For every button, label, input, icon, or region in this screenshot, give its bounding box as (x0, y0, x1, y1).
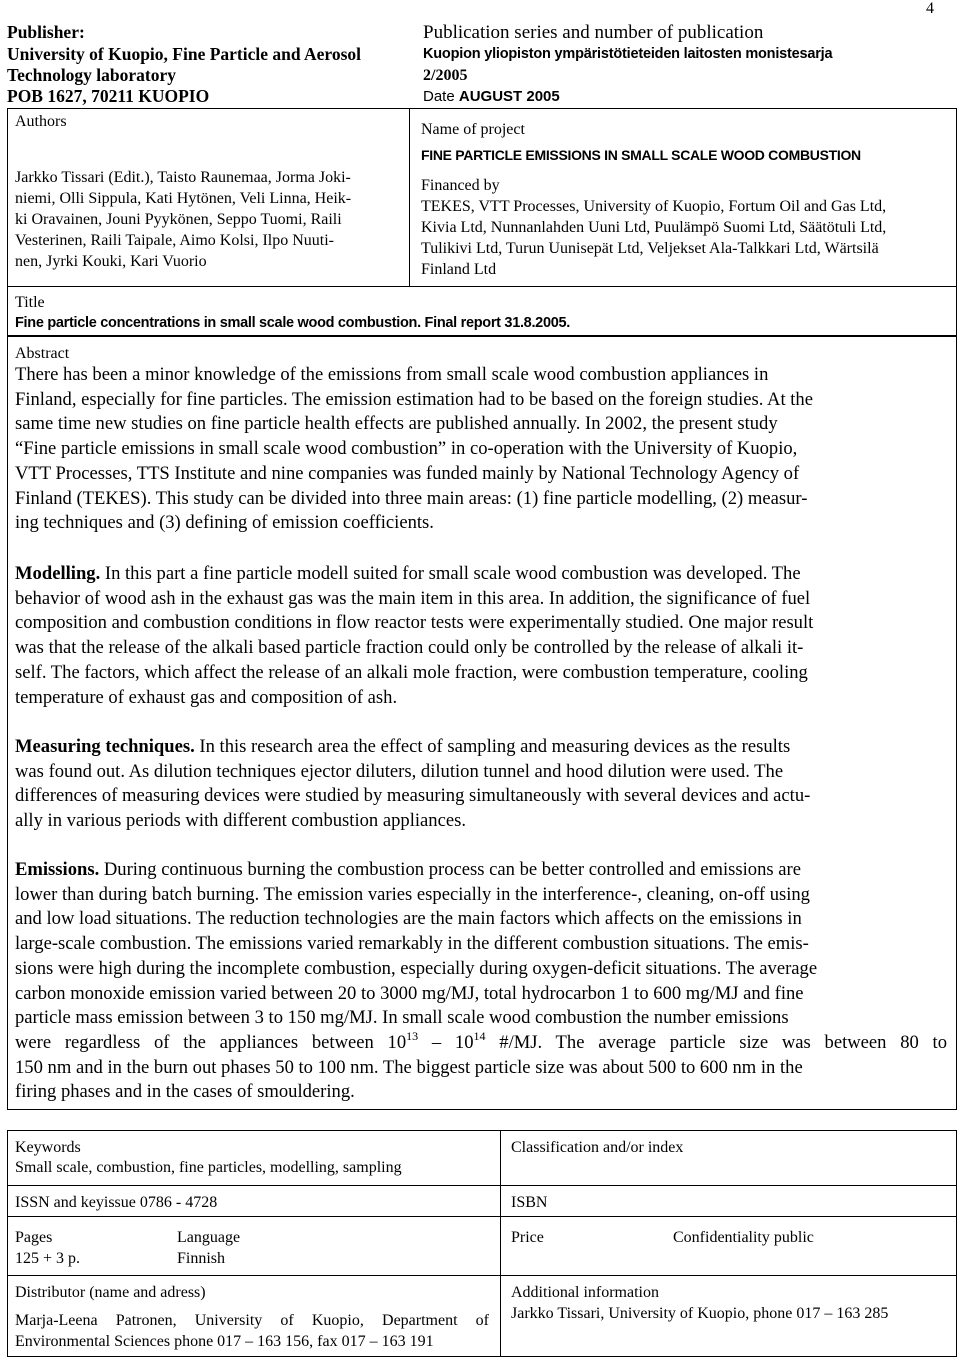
emissions-section (15, 858, 947, 1105)
series-number: 2/2005 (423, 67, 468, 84)
abstract-line: were regardless of the appliances between $10^{13} - 10^{14}$ #/MJ. The average particle size was between 80 to (15, 1028, 948, 1053)
abstract-line: Modelling. In this part a fine particle modell suited for small scale wood combustion was developed. The (15, 563, 801, 584)
abstract-line: Emissions. During continuous burning the combustion process can be better controlled and emissions are (15, 859, 801, 880)
abstract-line: Finland (TEKES). This study can be divided into three main areas: (1) fine particle modelling, (2) measur- (15, 487, 808, 509)
abstract-line: was that the release of the alkali based particle fraction could only be controlled by the release of alkali it- (15, 637, 804, 659)
issn-label: ISSN and keyissue 0786 - 4728 (15, 1194, 218, 1211)
publisher-line2: Technology laboratory (7, 65, 177, 85)
authors-line: Vesterinen, Raili Taipale, Aimo Kolsi, Ilpo Nuuti- (15, 232, 334, 249)
title-label: Title (15, 294, 45, 311)
info-column-divider (409, 108, 410, 286)
abstract-line: carbon monoxide emission varied between 20 to 3000 mg/MJ, total hydrocarbon 1 to 600 mg/MJ and fine (15, 982, 804, 1004)
series-name: Kuopion yliopiston ympäristötieteiden laitosten monistesarja (423, 46, 833, 62)
abstract-label: Abstract (15, 345, 70, 362)
distributor-label: Distributor (name and adress) (15, 1284, 206, 1301)
project-name: FINE PARTICLE EMISSIONS IN SMALL SCALE WOOD COMBUSTION (421, 147, 861, 163)
measuring-section (15, 735, 947, 834)
abstract-line: sions were high during the incomplete combustion, especially during oxygen-deficit situations. The average (15, 957, 818, 979)
abstract-line: temperature of exhaust gas and composition of ash. (15, 686, 398, 708)
financed-list (421, 196, 951, 280)
abstract-line: “Fine particle emissions in small scale wood combustion” in co-operation with the University of Kuopio, (15, 438, 798, 460)
publisher-label: Publisher: (7, 22, 85, 42)
financed-line: Tulikivi Ltd, Turun Uunisepät Ltd, Veljekset Ala-Talkkari Ltd, Wärtsilä (421, 240, 879, 257)
language-value: Finnish (177, 1250, 226, 1267)
date-value: AUGUST 2005 (458, 88, 560, 105)
modelling-section (15, 562, 947, 710)
superscript: 13 (406, 1028, 419, 1043)
abstract-line: ally in various periods with different combustion appliances. (15, 810, 466, 832)
distributor-line: Environmental Sciences phone 017 – 163 156, fax 017 – 163 191 (15, 1332, 434, 1350)
abstract-line: self. The factors, which affect the release of an alkali mole fraction, were combustion temperature, cooling (15, 661, 808, 683)
financed-line: TEKES, VTT Processes, University of Kuopio, Fortum Oil and Gas Ltd, (421, 198, 887, 215)
keywords-value: Small scale, combustion, fine particles, modelling, sampling (15, 1159, 402, 1176)
authors-line: Jarkko Tissari (Edit.), Taisto Raunemaa, Jorma Joki- (15, 169, 351, 186)
measuring-heading: Measuring techniques. (15, 736, 195, 757)
abstract-line: composition and combustion conditions in flow reactor tests were experimentally studied. One major result (15, 612, 814, 634)
abstract-line: and low load situations. The reduction technologies are the main factors which affects on the emissions in (15, 908, 802, 930)
footer-row-divider (7, 1185, 957, 1186)
confidentiality: Confidentiality public (673, 1229, 814, 1246)
authors-label: Authors (15, 113, 67, 130)
abstract-line: Measuring techniques. In this research area the effect of sampling and measuring devices as the results (15, 736, 791, 757)
abstract-line: VTT Processes, TTS Institute and nine companies was funded mainly by National Technology Agency of (15, 462, 800, 484)
authors-line: nen, Jyrki Kouki, Kari Vuorio (15, 253, 207, 270)
series-label: Publication series and number of publication (423, 22, 764, 43)
abstract-line: lower than during batch burning. The emission varies especially in the interference-, cleaning, on-off using (15, 883, 810, 905)
page-number: 4 (926, 0, 934, 17)
financed-line: Kivia Ltd, Nunnanlahden Uuni Ltd, Puulämpö Suomi Ltd, Säätötuli Ltd, (421, 219, 887, 236)
abstract-line: There has been a minor knowledge of the emissions from small scale wood combustion appliances in (15, 364, 769, 385)
superscript: 14 (473, 1028, 486, 1043)
distributor-value (15, 1311, 489, 1352)
info-row-divider (7, 286, 957, 287)
modelling-heading: Modelling. (15, 563, 101, 584)
authors-list (15, 167, 405, 272)
financed-label: Financed by (421, 177, 500, 194)
abstract-line: particle mass emission between 3 to 150 mg/MJ. In small scale wood combustion the number emissions (15, 1007, 789, 1029)
keywords-label: Keywords (15, 1139, 81, 1156)
emissions-heading: Emissions. (15, 859, 100, 880)
title-value: Fine particle concentrations in small scale wood combustion. Final report 31.8.2005. (15, 315, 570, 331)
pages-label: Pages (15, 1229, 53, 1246)
classification-label: Classification and/or index (511, 1139, 684, 1156)
additional-label: Additional information (511, 1284, 659, 1301)
financed-line: Finland Ltd (421, 261, 497, 278)
abstract-line: 150 nm and in the burn out phases 50 to 100 nm. The biggest particle size was about 500 to 600 nm in the (15, 1056, 803, 1078)
footer-column-divider (500, 1130, 501, 1357)
publisher-line1: University of Kuopio, Fine Particle and Aerosol (7, 44, 362, 64)
abstract-line: Finland, especially for fine particles. The emission estimation had to be based on the foreign studies. At the (15, 388, 813, 410)
publication-date (423, 86, 560, 107)
abstract-line: ing techniques and (3) defining of emission coefficients. (15, 512, 434, 534)
additional-value: Jarkko Tissari, University of Kuopio, phone 017 – 163 285 (511, 1305, 889, 1322)
abstract-line: firing phases and in the cases of smouldering. (15, 1081, 355, 1103)
abstract-line: same time new studies on fine particle health effects are published annually. In 2002, the present study (15, 413, 778, 435)
publisher-line3: POB 1627, 70211 KUOPIO (7, 86, 210, 106)
footer-row-divider (7, 1275, 957, 1276)
abstract-intro (15, 363, 947, 536)
pages-value: 125 + 3 p. (15, 1250, 81, 1267)
isbn-label: ISBN (511, 1194, 548, 1211)
project-label: Name of project (421, 121, 525, 138)
authors-line: ki Oravainen, Jouni Pyykönen, Seppo Tuomi, Raili (15, 211, 342, 228)
abstract-line: behavior of wood ash in the exhaust gas was the main item in this area. In addition, the significance of fuel (15, 587, 811, 609)
authors-line: niemi, Olli Sippula, Kati Hytönen, Veli Linna, Heik- (15, 190, 352, 207)
language-label: Language (177, 1229, 241, 1246)
abstract-line: differences of measuring devices were studied by measuring simultaneously with several devices and actu- (15, 785, 811, 807)
date-label: Date (423, 88, 455, 105)
distributor-line: Marja-Leena Patronen, University of Kuopio, Department of (15, 1312, 489, 1329)
price-label: Price (511, 1229, 544, 1246)
abstract-line: large-scale combustion. The emissions varied remarkably in the different combustion situations. The emis- (15, 933, 809, 955)
abstract-line: was found out. As dilution techniques ejector diluters, dilution tunnel and hood dilution were used. The (15, 760, 784, 782)
footer-row-divider (7, 1216, 957, 1217)
